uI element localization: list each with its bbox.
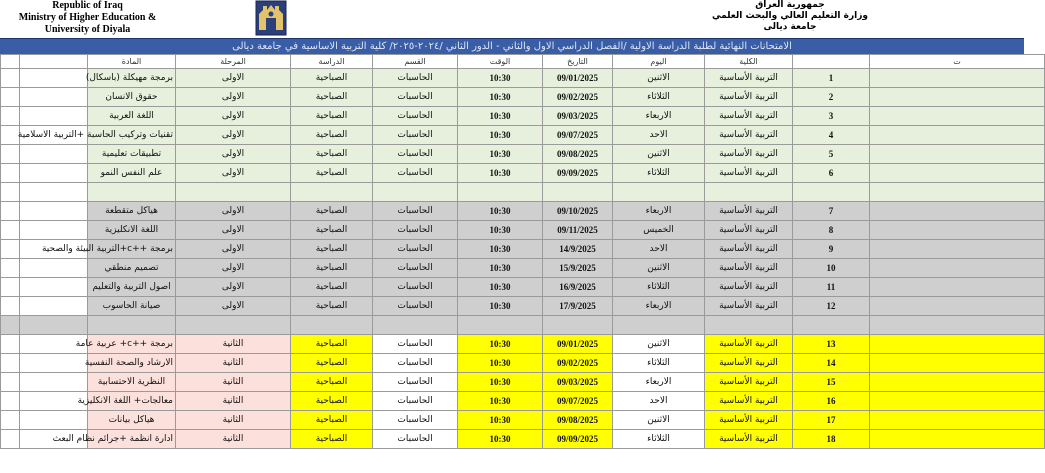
time-cell: 10:30: [458, 335, 543, 354]
blank-cell: [1, 221, 20, 240]
day-cell: الاثنين: [613, 411, 705, 430]
subject-cell: معالجات+ اللغة الانكليزية: [88, 392, 176, 411]
college-cell: التربية الأساسية: [705, 69, 793, 88]
date-cell: 14/9/2025: [543, 240, 613, 259]
time-cell: 10:30: [458, 373, 543, 392]
blank-cell: [88, 183, 176, 202]
table-row: [1, 259, 1045, 278]
day-cell: الثلاثاء: [613, 278, 705, 297]
day-cell: الاثنين: [613, 69, 705, 88]
college-cell: التربية الأساسية: [705, 259, 793, 278]
stage-cell: الاولى: [176, 126, 291, 145]
column-header-blank: [1, 55, 20, 69]
college-cell: التربية الأساسية: [705, 240, 793, 259]
blank-cell: [870, 240, 1045, 259]
blank-cell: [870, 392, 1045, 411]
exam-title-banner: الامتحانات النهائية لطلبة الدراسة الاولية /الفصل الدراسي الاول والثاني - الدور الثاني /٢٠٢٤-٢٠٢٥/ كلية التربية الاساسية في جامعة ديالى: [0, 38, 1024, 55]
dept-cell: الحاسبات: [373, 373, 458, 392]
stage-cell: الثانية: [176, 430, 291, 449]
dept-cell: الحاسبات: [373, 259, 458, 278]
college-cell: التربية الأساسية: [705, 221, 793, 240]
header-line: وزارة التعليم العالي والبحث العلمي: [711, 11, 869, 21]
time-cell: 10:30: [458, 164, 543, 183]
blank-cell: [20, 354, 88, 373]
college-cell: التربية الأساسية: [705, 145, 793, 164]
time-cell: 10:30: [458, 126, 543, 145]
time-cell: 10:30: [458, 202, 543, 221]
date-cell: 09/09/2025: [543, 430, 613, 449]
dept-cell: الحاسبات: [373, 164, 458, 183]
blank-cell: [20, 202, 88, 221]
day-cell: الاثنين: [613, 145, 705, 164]
column-header-study: الدراسة: [291, 55, 373, 69]
stage-cell: الثانية: [176, 392, 291, 411]
date-cell: 16/9/2025: [543, 278, 613, 297]
blank-cell: [1, 430, 20, 449]
row-number-cell: 16: [793, 392, 870, 411]
study-cell: الصباحية: [291, 259, 373, 278]
dept-cell: الحاسبات: [373, 278, 458, 297]
blank-cell: [20, 411, 88, 430]
blank-cell: [1, 259, 20, 278]
table-row: [1, 126, 1045, 145]
dept-cell: الحاسبات: [373, 354, 458, 373]
blank-cell: [1, 411, 20, 430]
dept-cell: الحاسبات: [373, 202, 458, 221]
dept-cell: الحاسبات: [373, 69, 458, 88]
spacer-row: [1, 183, 1045, 202]
blank-cell: [870, 373, 1045, 392]
row-number-cell: 3: [793, 107, 870, 126]
time-cell: 10:30: [458, 221, 543, 240]
stage-cell: الاولى: [176, 69, 291, 88]
college-cell: التربية الأساسية: [705, 411, 793, 430]
day-cell: الاربعاء: [613, 373, 705, 392]
row-number-cell: 11: [793, 278, 870, 297]
row-number-cell: 10: [793, 259, 870, 278]
row-number-cell: 8: [793, 221, 870, 240]
blank-cell: [20, 183, 88, 202]
time-cell: 10:30: [458, 430, 543, 449]
blank-cell: [291, 183, 373, 202]
stage-cell: الاولى: [176, 278, 291, 297]
table-row: [1, 411, 1045, 430]
date-cell: 09/03/2025: [543, 107, 613, 126]
study-cell: الصباحية: [291, 221, 373, 240]
blank-cell: [870, 354, 1045, 373]
dept-cell: الحاسبات: [373, 145, 458, 164]
day-cell: الثلاثاء: [613, 164, 705, 183]
blank-cell: [543, 316, 613, 335]
stage-cell: الثانية: [176, 335, 291, 354]
blank-cell: [1, 335, 20, 354]
table-row: [1, 278, 1045, 297]
table-row: [1, 69, 1045, 88]
day-cell: الثلاثاء: [613, 88, 705, 107]
blank-cell: [613, 183, 705, 202]
subject-cell: حقوق الانسان: [88, 88, 176, 107]
date-cell: 09/09/2025: [543, 164, 613, 183]
column-header-stage: المرحلة: [176, 55, 291, 69]
dept-cell: الحاسبات: [373, 297, 458, 316]
dept-cell: الحاسبات: [373, 430, 458, 449]
blank-cell: [88, 316, 176, 335]
row-number-cell: 13: [793, 335, 870, 354]
blank-cell: [1, 240, 20, 259]
date-cell: 09/03/2025: [543, 373, 613, 392]
blank-cell: [870, 107, 1045, 126]
university-logo: [255, 0, 287, 36]
blank-cell: [1, 354, 20, 373]
stage-cell: الاولى: [176, 145, 291, 164]
stage-cell: الاولى: [176, 297, 291, 316]
date-cell: 09/01/2025: [543, 335, 613, 354]
stage-cell: الاولى: [176, 88, 291, 107]
college-cell: التربية الأساسية: [705, 164, 793, 183]
subject-cell: تطبيقات تعليمية: [88, 145, 176, 164]
blank-cell: [870, 297, 1045, 316]
subject-cell: هياكل متقطعة: [88, 202, 176, 221]
header-english: [0, 0, 175, 36]
day-cell: الثلاثاء: [613, 430, 705, 449]
blank-cell: [870, 164, 1045, 183]
study-cell: الصباحية: [291, 430, 373, 449]
header-line: جامعة ديالى: [763, 22, 817, 32]
subject-cell: علم النفس النمو: [88, 164, 176, 183]
blank-cell: [543, 183, 613, 202]
time-cell: 10:30: [458, 240, 543, 259]
blank-cell: [1, 278, 20, 297]
dept-cell: الحاسبات: [373, 126, 458, 145]
blank-cell: [1, 392, 20, 411]
blank-cell: [1, 202, 20, 221]
blank-cell: [20, 107, 88, 126]
study-cell: الصباحية: [291, 411, 373, 430]
blank-cell: [870, 316, 1045, 335]
blank-cell: [20, 316, 88, 335]
subject-cell: اصول التربية والتعليم: [88, 278, 176, 297]
blank-cell: [458, 183, 543, 202]
column-header-college: الكلية: [705, 55, 793, 69]
blank-cell: [20, 373, 88, 392]
study-cell: الصباحية: [291, 335, 373, 354]
column-header-time: الوقت: [458, 55, 543, 69]
dept-cell: الحاسبات: [373, 392, 458, 411]
college-cell: التربية الأساسية: [705, 202, 793, 221]
table-header-row: [1, 55, 1045, 69]
row-number-cell: 12: [793, 297, 870, 316]
blank-cell: [793, 316, 870, 335]
study-cell: الصباحية: [291, 278, 373, 297]
time-cell: 10:30: [458, 145, 543, 164]
table-row: [1, 430, 1045, 449]
table-row: [1, 335, 1045, 354]
column-header-dept: القسم: [373, 55, 458, 69]
day-cell: الاربعاء: [613, 297, 705, 316]
date-cell: 09/08/2025: [543, 145, 613, 164]
blank-cell: [870, 278, 1045, 297]
blank-cell: [291, 316, 373, 335]
blank-cell: [1, 126, 20, 145]
row-number-cell: 5: [793, 145, 870, 164]
row-number-cell: 14: [793, 354, 870, 373]
header-line: Ministry of Higher Education &: [18, 12, 157, 23]
blank-cell: [870, 69, 1045, 88]
day-cell: الثلاثاء: [613, 354, 705, 373]
row-number-cell: 4: [793, 126, 870, 145]
college-cell: التربية الأساسية: [705, 335, 793, 354]
time-cell: 10:30: [458, 354, 543, 373]
study-cell: الصباحية: [291, 392, 373, 411]
date-cell: 09/08/2025: [543, 411, 613, 430]
day-cell: الاثنين: [613, 335, 705, 354]
stage-cell: الاولى: [176, 221, 291, 240]
college-cell: التربية الأساسية: [705, 430, 793, 449]
date-cell: 09/11/2025: [543, 221, 613, 240]
row-number-cell: 18: [793, 430, 870, 449]
row-number-cell: 2: [793, 88, 870, 107]
blank-cell: [870, 126, 1045, 145]
time-cell: 10:30: [458, 392, 543, 411]
header-line: جمهورية العراق: [755, 0, 825, 10]
study-cell: الصباحية: [291, 164, 373, 183]
date-cell: 17/9/2025: [543, 297, 613, 316]
column-header-blank: [793, 55, 870, 69]
blank-cell: [20, 278, 88, 297]
blank-cell: [613, 316, 705, 335]
stage-cell: الثانية: [176, 373, 291, 392]
row-number-cell: 15: [793, 373, 870, 392]
blank-cell: [1, 107, 20, 126]
day-cell: الاربعاء: [613, 107, 705, 126]
subject-cell: هياكل بيانات: [88, 411, 176, 430]
college-cell: التربية الأساسية: [705, 278, 793, 297]
time-cell: 10:30: [458, 88, 543, 107]
subject-cell: برمجة ++c+التربية البيئة والصحية: [88, 240, 176, 259]
blank-cell: [1, 164, 20, 183]
table-row: [1, 392, 1045, 411]
row-number-cell: 7: [793, 202, 870, 221]
table-row: [1, 202, 1045, 221]
college-cell: التربية الأساسية: [705, 392, 793, 411]
blank-cell: [870, 88, 1045, 107]
date-cell: 09/07/2025: [543, 126, 613, 145]
blank-cell: [176, 183, 291, 202]
table-row: [1, 164, 1045, 183]
blank-cell: [793, 183, 870, 202]
college-cell: التربية الأساسية: [705, 354, 793, 373]
subject-cell: النظرية الاحتسابية: [88, 373, 176, 392]
blank-cell: [870, 411, 1045, 430]
study-cell: الصباحية: [291, 240, 373, 259]
blank-cell: [1, 373, 20, 392]
blank-cell: [1, 145, 20, 164]
row-number-cell: 6: [793, 164, 870, 183]
study-cell: الصباحية: [291, 88, 373, 107]
blank-cell: [870, 430, 1045, 449]
subject-cell: اللغة الانكليزية: [88, 221, 176, 240]
table-row: [1, 240, 1045, 259]
blank-cell: [870, 335, 1045, 354]
dept-cell: الحاسبات: [373, 221, 458, 240]
stage-cell: الثانية: [176, 411, 291, 430]
blank-cell: [373, 316, 458, 335]
row-number-cell: 1: [793, 69, 870, 88]
exam-schedule-table: [0, 54, 1045, 449]
date-cell: 09/07/2025: [543, 392, 613, 411]
time-cell: 10:30: [458, 69, 543, 88]
blank-cell: [870, 145, 1045, 164]
date-cell: 09/01/2025: [543, 69, 613, 88]
blank-cell: [870, 259, 1045, 278]
day-cell: الاربعاء: [613, 202, 705, 221]
blank-cell: [20, 88, 88, 107]
subject-cell: ادارة انظمة +جرائم نظام البعث: [88, 430, 176, 449]
study-cell: الصباحية: [291, 126, 373, 145]
blank-cell: [705, 183, 793, 202]
blank-cell: [20, 69, 88, 88]
blank-cell: [1, 183, 20, 202]
day-cell: الاحد: [613, 240, 705, 259]
study-cell: الصباحية: [291, 69, 373, 88]
day-cell: الاحد: [613, 126, 705, 145]
spacer-row: [1, 316, 1045, 335]
blank-cell: [705, 316, 793, 335]
subject-cell: الارشاد والصحة النفسية: [88, 354, 176, 373]
time-cell: 10:30: [458, 278, 543, 297]
study-cell: الصباحية: [291, 145, 373, 164]
blank-cell: [1, 69, 20, 88]
blank-cell: [20, 297, 88, 316]
date-cell: 15/9/2025: [543, 259, 613, 278]
time-cell: 10:30: [458, 259, 543, 278]
dept-cell: الحاسبات: [373, 88, 458, 107]
table-row: [1, 354, 1045, 373]
dept-cell: الحاسبات: [373, 107, 458, 126]
college-cell: التربية الأساسية: [705, 107, 793, 126]
dept-cell: الحاسبات: [373, 335, 458, 354]
header-line: Republic of Iraq: [52, 0, 123, 11]
college-cell: التربية الأساسية: [705, 126, 793, 145]
blank-cell: [1, 88, 20, 107]
blank-cell: [176, 316, 291, 335]
stage-cell: الاولى: [176, 202, 291, 221]
blank-cell: [1, 316, 20, 335]
study-cell: الصباحية: [291, 202, 373, 221]
college-cell: التربية الأساسية: [705, 297, 793, 316]
table-row: [1, 373, 1045, 392]
time-cell: 10:30: [458, 411, 543, 430]
table-row: [1, 107, 1045, 126]
college-cell: التربية الأساسية: [705, 88, 793, 107]
time-cell: 10:30: [458, 297, 543, 316]
row-number-cell: 9: [793, 240, 870, 259]
study-cell: الصباحية: [291, 354, 373, 373]
college-cell: التربية الأساسية: [705, 373, 793, 392]
header-arabic: [690, 0, 890, 33]
stage-cell: الاولى: [176, 107, 291, 126]
subject-cell: اللغة العربية: [88, 107, 176, 126]
column-header-date: التاريخ: [543, 55, 613, 69]
blank-cell: [870, 202, 1045, 221]
subject-cell: تقنيات وتركيب الحاسبة +التربية الاسلامية: [88, 126, 176, 145]
day-cell: الاحد: [613, 392, 705, 411]
column-header-subject: المادة: [88, 55, 176, 69]
stage-cell: الاولى: [176, 164, 291, 183]
subject-cell: تصميم منطقي: [88, 259, 176, 278]
day-cell: الاثنين: [613, 259, 705, 278]
row-number-cell: 17: [793, 411, 870, 430]
blank-cell: [20, 221, 88, 240]
blank-cell: [373, 183, 458, 202]
stage-cell: الاولى: [176, 240, 291, 259]
column-header-num: ت: [870, 55, 1045, 69]
day-cell: الخميس: [613, 221, 705, 240]
time-cell: 10:30: [458, 107, 543, 126]
table-row: [1, 221, 1045, 240]
study-cell: الصباحية: [291, 107, 373, 126]
blank-cell: [20, 164, 88, 183]
header-line: University of Diyala: [44, 24, 131, 35]
study-cell: الصباحية: [291, 297, 373, 316]
blank-cell: [20, 145, 88, 164]
table-row: [1, 145, 1045, 164]
stage-cell: الاولى: [176, 259, 291, 278]
table-row: [1, 88, 1045, 107]
subject-cell: برمجة ++c+ عربية عامة: [88, 335, 176, 354]
date-cell: 09/02/2025: [543, 88, 613, 107]
table-row: [1, 297, 1045, 316]
stage-cell: الثانية: [176, 354, 291, 373]
column-header-blank: [20, 55, 88, 69]
dept-cell: الحاسبات: [373, 411, 458, 430]
subject-cell: صيانة الحاسوب: [88, 297, 176, 316]
blank-cell: [458, 316, 543, 335]
blank-cell: [1, 297, 20, 316]
column-header-day: اليوم: [613, 55, 705, 69]
blank-cell: [870, 183, 1045, 202]
blank-cell: [20, 259, 88, 278]
study-cell: الصباحية: [291, 373, 373, 392]
date-cell: 09/02/2025: [543, 354, 613, 373]
dept-cell: الحاسبات: [373, 240, 458, 259]
blank-cell: [870, 221, 1045, 240]
subject-cell: برمجة مهيكلة (باسكال): [88, 69, 176, 88]
date-cell: 09/10/2025: [543, 202, 613, 221]
